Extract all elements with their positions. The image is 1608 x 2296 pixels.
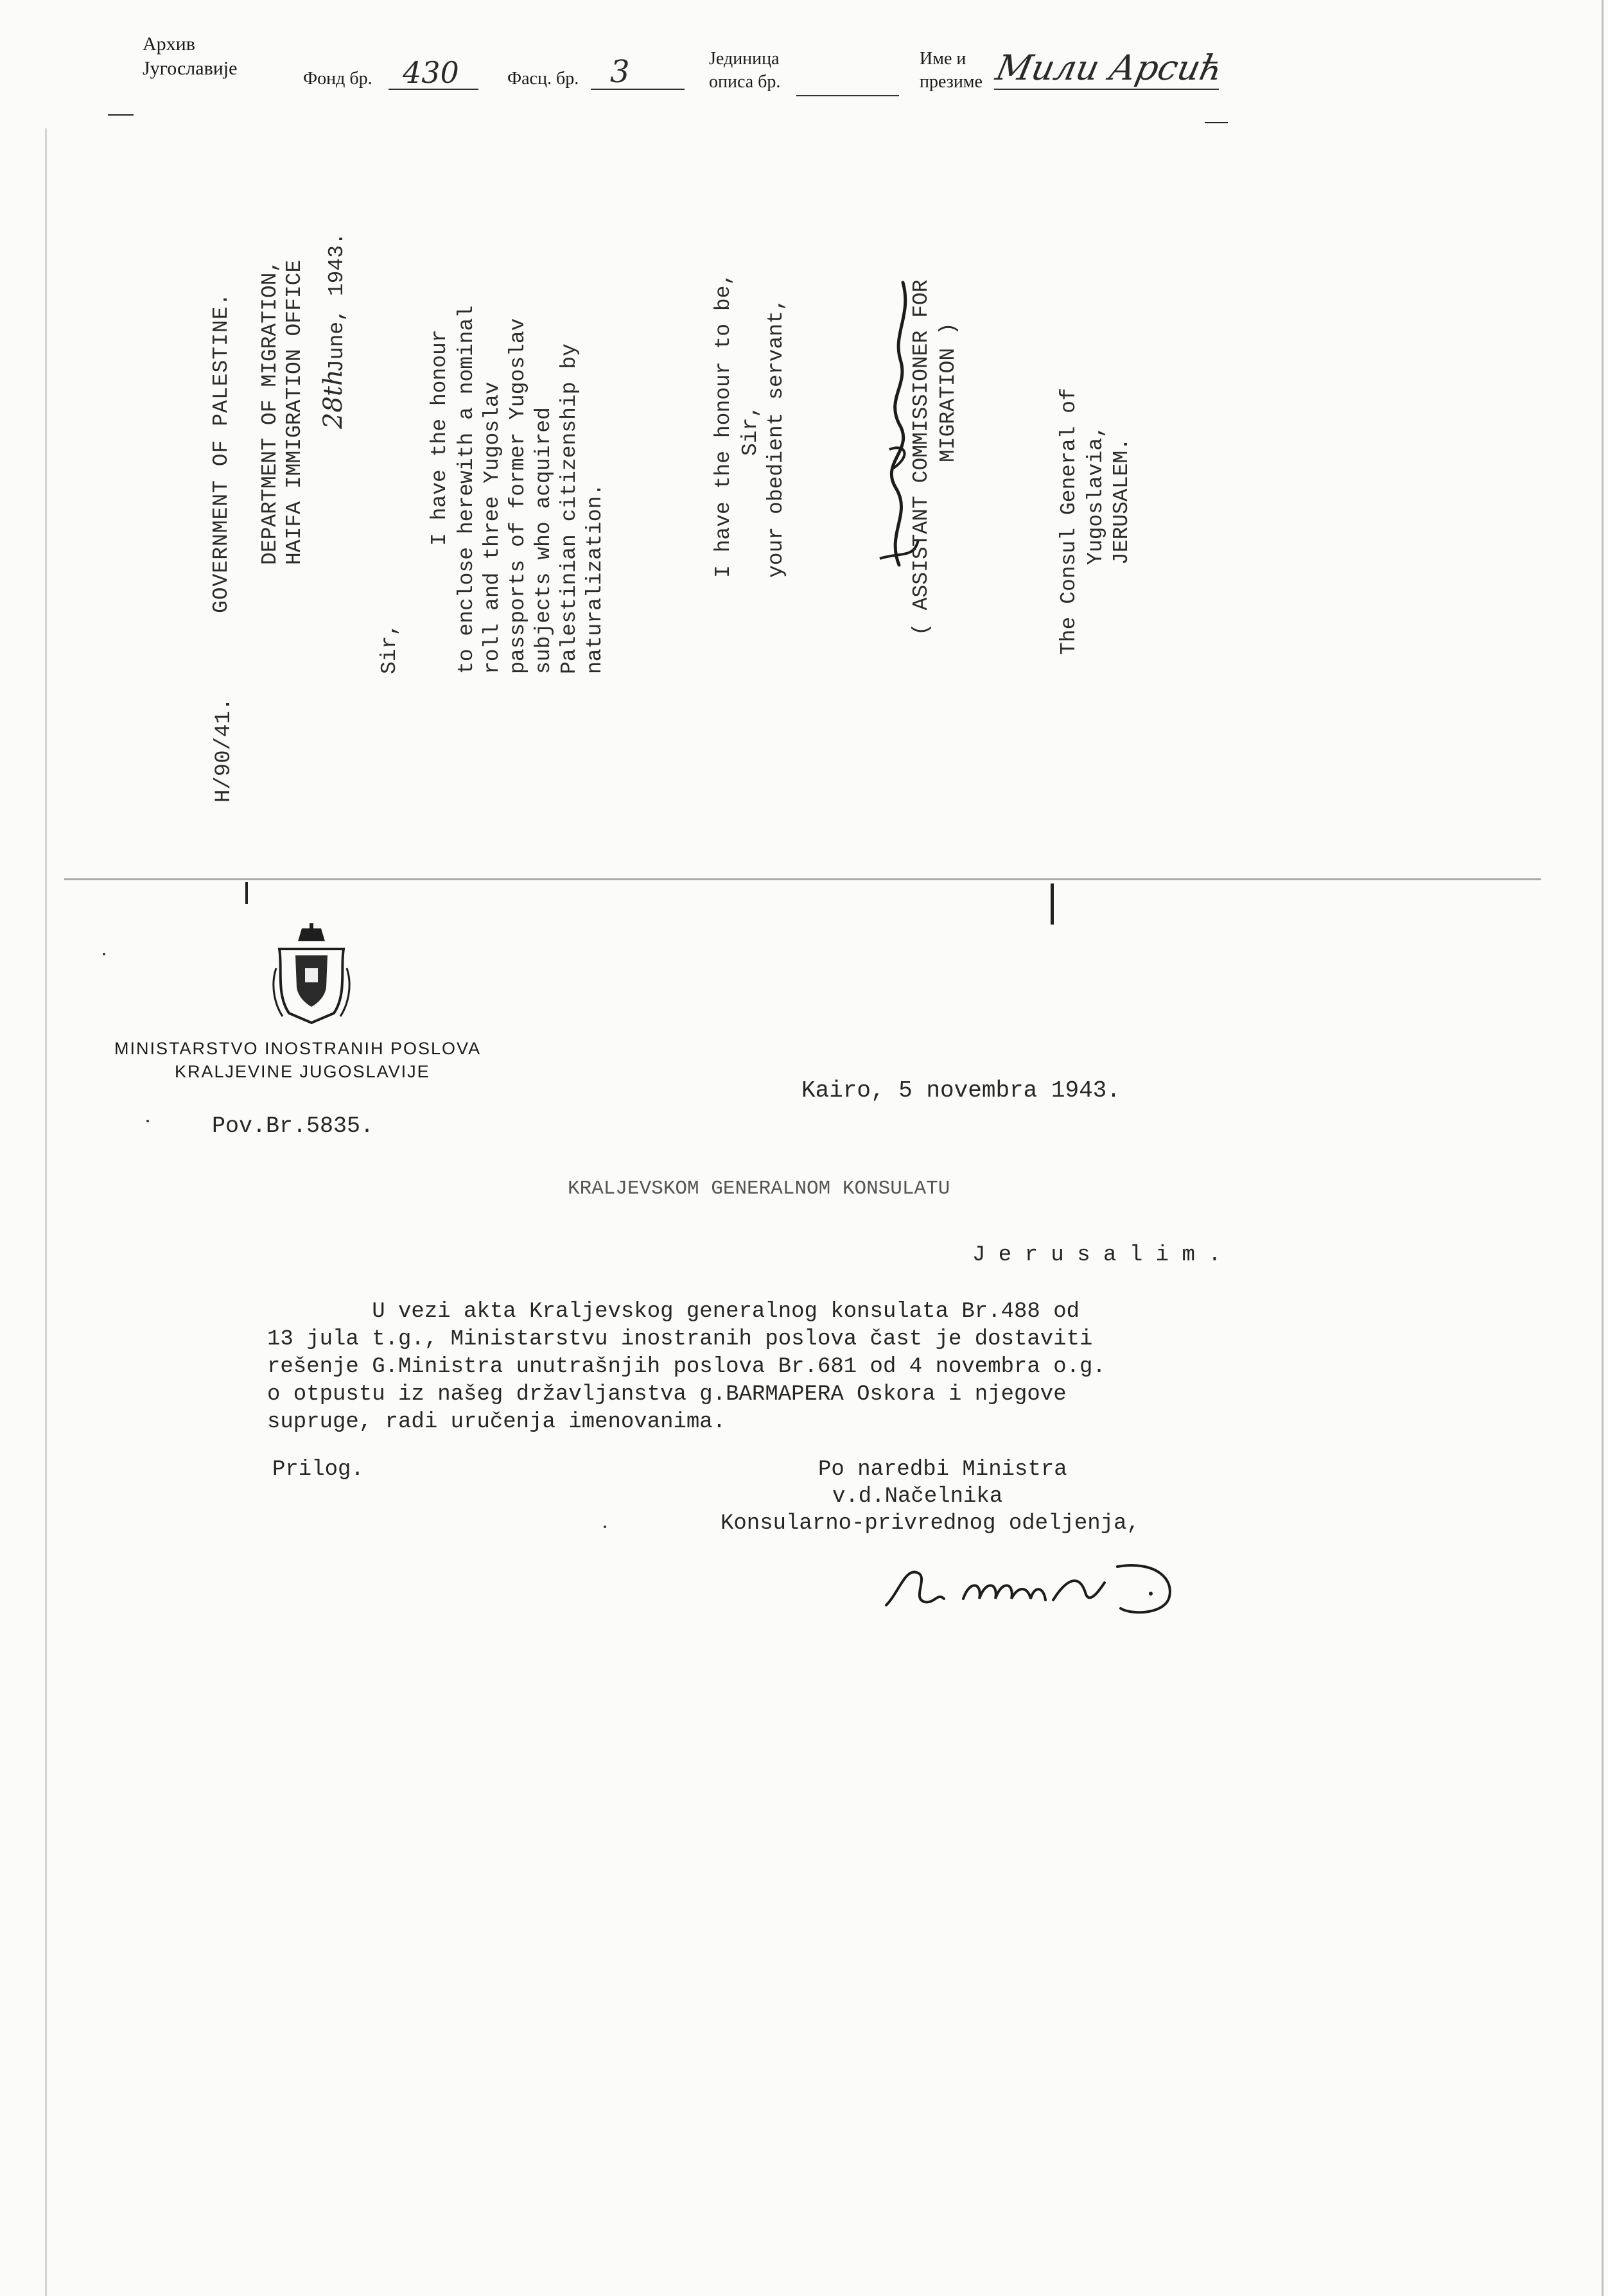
letter1-addressee: The Consul General of — [1057, 388, 1081, 655]
fasc-field — [591, 54, 685, 90]
letter2-city: J e r u s a l i m . — [972, 1243, 1221, 1267]
stray-mark — [604, 1526, 606, 1528]
archive-line1: Архив — [143, 33, 195, 55]
archive-name — [143, 32, 237, 81]
letter2-sign-line1: Po naredbi Ministra — [818, 1457, 1067, 1482]
letter2-place-date: Kairo, 5 novembra 1943. — [801, 1077, 1121, 1104]
letter2-recipient: KRALJEVSKOM GENERALNOM KONSULATU — [568, 1178, 950, 1200]
letter1-closing-sir: Sir, — [738, 404, 762, 456]
page-edge — [45, 128, 47, 2296]
letter1-body-line: Palestinian citizenship by — [557, 344, 581, 674]
letter1-body-line: roll and three Yugoslav — [480, 381, 504, 674]
fasc-value: 3 — [610, 54, 630, 90]
punch-mark — [245, 882, 248, 904]
letter2-body-line: supruge, radi uručenja imenovanima. — [267, 1410, 726, 1434]
letter2-sign-line3: Konsularno-privrednog odeljenja, — [721, 1511, 1140, 1536]
letter1-signatory: ( ASSISTANT COMMISSIONER FOR — [909, 279, 933, 636]
document-separator — [64, 878, 1541, 880]
name-value: Мили Арсић — [992, 48, 1227, 88]
letter1-addressee: Yugoslavia, — [1084, 425, 1108, 565]
letter2-attachment: Prilog. — [272, 1457, 364, 1482]
name-line1: Име и — [920, 49, 966, 69]
letter2-body-line: U vezi akta Kraljevskog generalnog konsulata Br.488 od — [267, 1300, 1080, 1324]
letter2-body-line: o otpustu iz našeg državljanstva g.BARMAPERA Oskora i njegove — [267, 1382, 1067, 1407]
letter1-body-line: passports of former Yugoslav — [506, 318, 530, 674]
name-label — [920, 48, 983, 94]
unit-label — [709, 48, 780, 94]
coat-of-arms-icon — [270, 923, 353, 1026]
letter1-reference: H/90/41. — [212, 697, 236, 803]
letter1-date-day — [319, 369, 350, 429]
letter1-salutation: Sir, — [378, 623, 401, 674]
letter1-body-line: to enclose herewith a nominal — [455, 305, 478, 674]
stray-mark — [103, 953, 105, 955]
letter1-government: GOVERNMENT OF PALESTINE. — [209, 292, 233, 613]
letter1-office: HAIFA IMMIGRATION OFFICE — [283, 259, 306, 565]
letter1-body-line: naturalization. — [583, 483, 607, 674]
punch-mark — [1051, 883, 1054, 925]
letter2-body-line: 13 jula t.g., Ministarstvu inostranih poslova čast je dostaviti — [267, 1327, 1093, 1352]
letter1-date: June, 1943. — [325, 232, 349, 372]
name-line2: презиме — [920, 72, 983, 92]
letter1-department: DEPARTMENT OF MIGRATION, — [258, 259, 282, 565]
letter1-body-line: I have the honour — [428, 329, 451, 546]
letter1-closing-servant: your obedient servant, — [764, 298, 788, 578]
ministry-name: MINISTARSTVO INOSTRANIH POSLOVA — [114, 1039, 482, 1058]
unit-field — [796, 69, 899, 96]
letter2-ref-number: Pov.Br.5835. — [212, 1113, 374, 1139]
letter2-body — [267, 1298, 1106, 1436]
fond-field — [389, 55, 478, 90]
corner-mark — [1205, 122, 1228, 123]
stray-mark — [146, 1120, 149, 1122]
unit-line2: описа бр. — [709, 72, 781, 92]
archive-line2: Југославије — [143, 58, 238, 79]
name-field-line — [994, 89, 1219, 90]
page-edge — [1602, 0, 1604, 2296]
ministry-kingdom: KRALJEVINE JUGOSLAVIJE — [175, 1062, 430, 1081]
fasc-label: Фасц. бр. — [507, 69, 579, 89]
fond-label: Фонд бр. — [303, 69, 372, 89]
letter1-signatory-title: MIGRATION ) — [936, 322, 960, 462]
date-day: 28th — [319, 369, 348, 429]
unit-line1: Јединица — [709, 49, 780, 69]
corner-mark — [108, 114, 134, 116]
letter1-body-line: subjects who acquired — [532, 407, 555, 674]
signature-2 — [873, 1554, 1220, 1624]
letter1-addressee: JERUSALEM. — [1110, 437, 1133, 565]
letter2-body-line: rešenje G.Ministra unutrašnjih poslova Br.681 od 4 novembra o.g. — [267, 1355, 1106, 1379]
letter1-closing: I have the honour to be, — [712, 272, 735, 578]
letter2-sign-line2: v.d.Načelnika — [832, 1484, 1003, 1509]
fond-value: 430 — [403, 55, 459, 90]
